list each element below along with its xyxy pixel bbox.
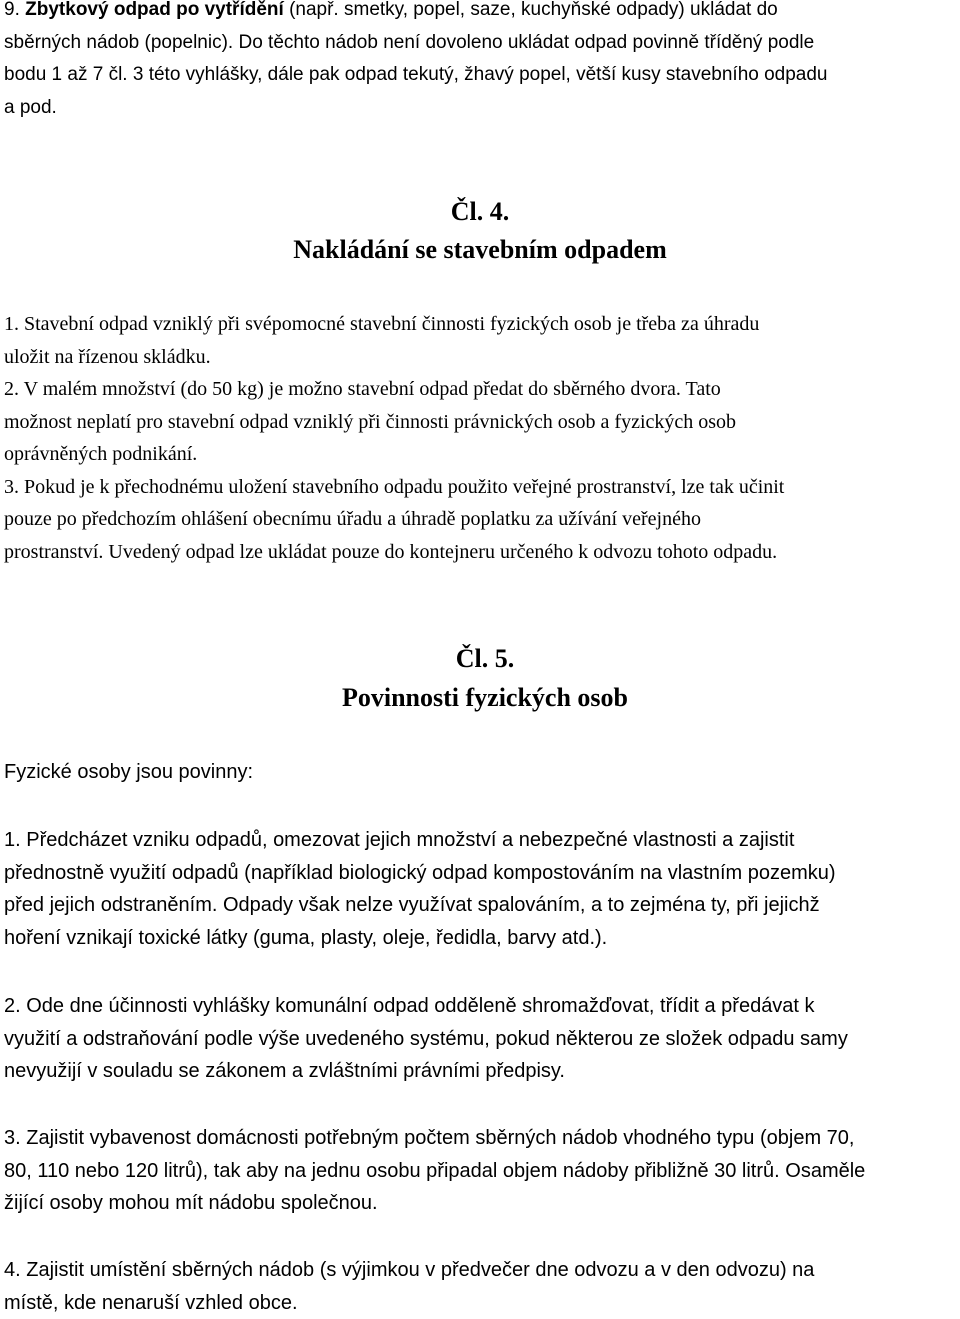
item-9-heading: Zbytkový odpad po vytřídění [25,0,284,20]
point-1-line: 1. Předcházet vzniku odpadů, omezovat jejich množství a nebezpečné vlastnosti a zajistit [4,829,795,851]
article-4-line: 3. Pokud je k přechodnému uložení stavebního odpadu použito veřejné prostranství, lze tak učinit [4,475,785,498]
article-4-line: oprávněných podnikání. [4,443,198,465]
article-4-line: 1. Stavební odpad vzniklý při svépomocné stavební činnosti fyzických osob je třeba za úhradu [4,313,760,335]
point-1-line: hoření vznikají toxické látky (guma, plasty, oleje, ředidla, barvy atd.). [4,926,608,949]
item-9-line-3: bodu 1 až 7 čl. 3 této vyhlášky, dále pak odpad tekutý, žhavý popel, větší kusy stavebního odpadu [4,64,828,85]
article-4-line: uložit na řízenou skládku. [4,345,211,368]
article-4-number: Čl. 4. [450,197,510,226]
point-1-line: před jejich odstraněním. Odpady však nelze využívat spalováním, a to zejména ty, při jejichž [4,894,820,916]
point-2-line: nevyužijí v souladu se zákonem a zvláštními právními předpisy. [4,1060,565,1082]
item-9-line-4: a pod. [4,96,57,118]
article-4-title: Nakládání se stavebním odpadem [293,235,667,264]
article-5-point-2 [4,990,956,1088]
article-5-title: Povinnosti fyzických osob [341,683,629,712]
article-4-line: možnost neplatí pro stavební odpad vzniklý při činnosti právnických osob a fyzických osob [4,410,737,433]
article-5-intro: Fyzické osoby jsou povinny: [4,761,254,783]
point-3-line: 80, 110 nebo 120 litrů), tak aby na jednu osobu připadal objem nádoby přibližně 30 litrů. Osaměle [4,1159,866,1182]
point-4-line: místě, kde nenaruší vzhled obce. [4,1291,298,1314]
article-5-point-3 [4,1122,956,1220]
point-3-line: žijící osoby mohou mít nádobu společnou. [4,1192,378,1214]
point-4-line: 4. Zajistit umístění sběrných nádob (s výjimkou v předvečer dne odvozu a v den odvozu) na [4,1259,815,1281]
point-2-line: 2. Ode dne účinnosti vyhlášky komunální odpad odděleně shromažďovat, třídit a předávat k [4,995,815,1017]
article-5-point-1 [4,824,956,954]
point-2-line: využití a odstraňování podle výše uvedeného systému, pokud některou ze složek odpadu samy [4,1027,848,1050]
article-4-body [4,308,956,568]
point-3-line: 3. Zajistit vybavenost domácnosti potřebným počtem sběrných nádob vhodného typu (objem 70, [4,1127,855,1149]
item-9-line-1 [4,0,956,27]
item-9-line-1-text: (např. smetky, popel, saze, kuchyňské odpady) ukládat do [283,0,778,20]
point-1-line: přednostně využití odpadů (například biologický odpad kompostováním na vlastním pozemku) [4,861,836,884]
article-5-point-4 [4,1254,956,1319]
article-4-line: 2. V malém množství (do 50 kg) je možno stavební odpad předat do sběrného dvora. Tato [4,378,721,400]
item-9-line-2: sběrných nádob (popelnic). Do těchto nádob není dovoleno ukládat odpad povinně tříděný podle [4,31,815,53]
article-4-line: prostranství. Uvedený odpad lze ukládat pouze do kontejneru určeného k odvozu tohoto odpadu. [4,540,778,563]
item-9-number: 9. [4,0,20,20]
article-4-line: pouze po předchozím ohlášení obecnímu úřadu a úhradě poplatku za užívání veřejného [4,508,701,530]
article-5-number: Čl. 5. [455,644,515,673]
item-9-paragraph [4,0,956,124]
